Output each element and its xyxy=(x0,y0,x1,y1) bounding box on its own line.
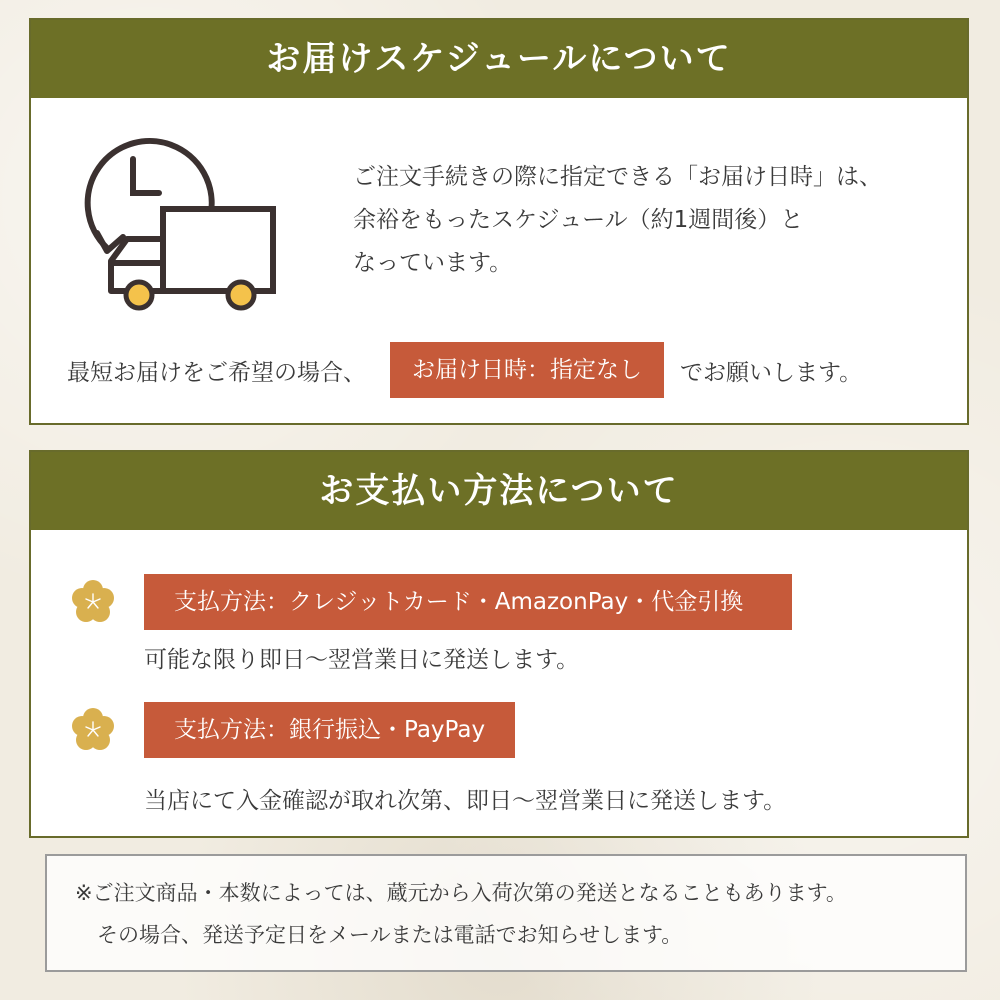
payment-title: お支払い方法について xyxy=(31,452,967,530)
payment-method-label: 支払方法：クレジットカード・AmazonPay・代金引換 xyxy=(144,574,792,630)
delivery-text-line: 余裕をもったスケジュール（約1週間後）と xyxy=(353,207,804,233)
notice-line: その場合、発送予定日をメールまたは電話でお知らせします。 xyxy=(97,923,683,947)
delivery-description xyxy=(353,156,953,285)
shortest-suffix: でお願いします。 xyxy=(680,359,863,386)
payment-method-note: 可能な限り即日〜翌営業日に発送します。 xyxy=(144,647,580,673)
plum-flower-icon xyxy=(71,708,115,752)
notice-line: ※ご注文商品・本数によっては、蔵元から入荷次第の発送となることもあります。 xyxy=(75,881,847,905)
shipping-notice xyxy=(45,854,967,972)
payment-method-note: 当店にて入金確認が取れ次第、即日〜翌営業日に発送します。 xyxy=(144,788,787,814)
plum-flower-icon xyxy=(71,580,115,624)
no-date-badge: お届け日時：指定なし xyxy=(390,342,664,398)
delivery-text-line: なっています。 xyxy=(353,250,513,276)
delivery-text-line: ご注文手続きの際に指定できる「お届け日時」は、 xyxy=(353,164,882,190)
shortest-delivery-row xyxy=(67,342,862,398)
clock-truck-icon xyxy=(71,133,281,313)
payment-panel xyxy=(29,450,969,838)
delivery-panel xyxy=(29,18,969,425)
payment-method-label: 支払方法：銀行振込・PayPay xyxy=(144,702,515,758)
shortest-prefix: 最短お届けをご希望の場合、 xyxy=(67,359,366,386)
delivery-title: お届けスケジュールについて xyxy=(31,20,967,98)
